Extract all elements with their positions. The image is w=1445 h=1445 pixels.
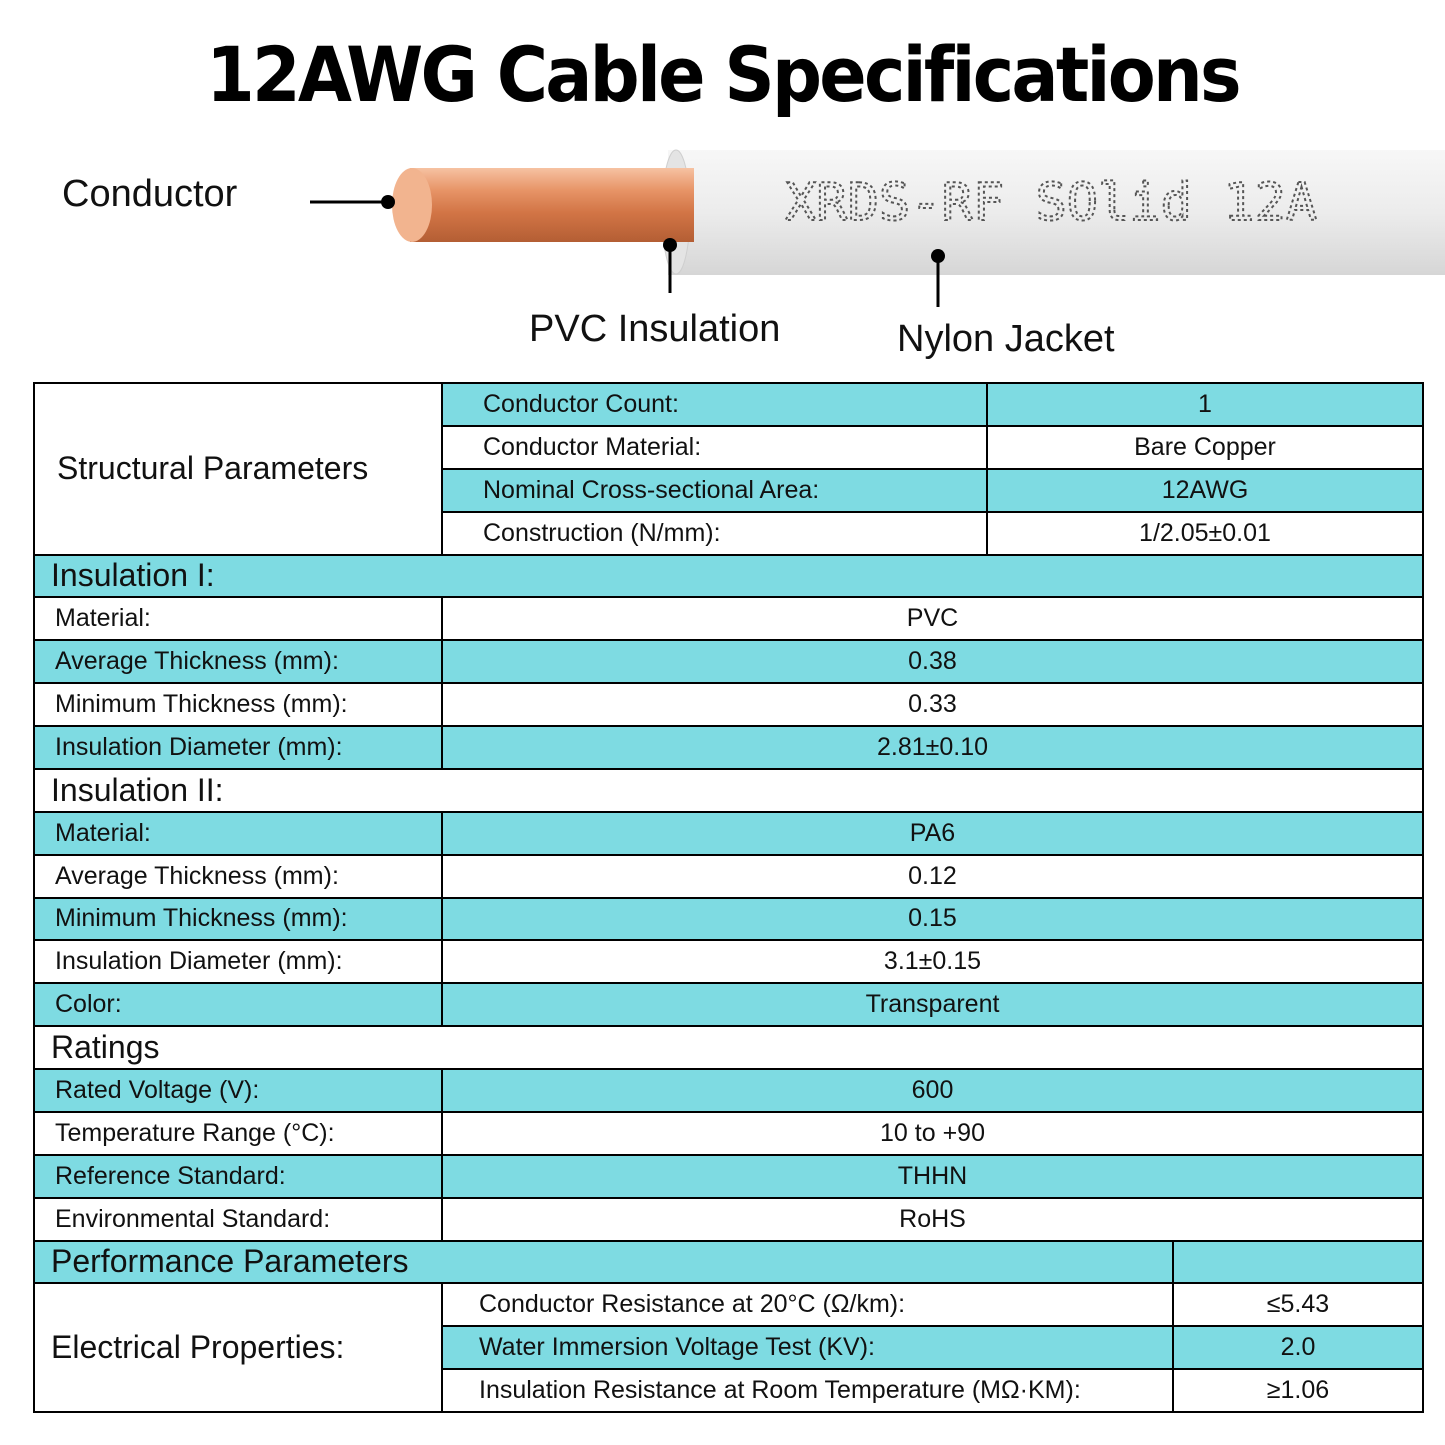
insulation2-value: Transparent bbox=[442, 983, 1423, 1026]
performance-value: ≥1.06 bbox=[1173, 1369, 1423, 1412]
structural-label: Conductor Material: bbox=[442, 426, 987, 469]
structural-label: Construction (N/mm): bbox=[442, 512, 987, 555]
ratings-value: 10 to +90 bbox=[442, 1112, 1423, 1155]
jacket-print: XRDS-RF SOlid 12A bbox=[785, 173, 1318, 233]
table-row bbox=[34, 898, 1423, 941]
electrical-heading: Electrical Properties: bbox=[34, 1283, 442, 1412]
structural-value: 1 bbox=[987, 383, 1423, 426]
insulation2-label: Material: bbox=[34, 812, 442, 855]
insulation2-value: PA6 bbox=[442, 812, 1423, 855]
structural-value: 12AWG bbox=[987, 469, 1423, 512]
conductor-label: Conductor bbox=[62, 173, 238, 215]
conductor-leader-dot bbox=[381, 195, 395, 209]
ratings-value: THHN bbox=[442, 1155, 1423, 1198]
table-row bbox=[34, 597, 1423, 640]
insulation2-heading: Insulation II: bbox=[34, 769, 1423, 812]
section-header-row bbox=[34, 769, 1423, 812]
ratings-value: 600 bbox=[442, 1069, 1423, 1112]
insulation1-label: Average Thickness (mm): bbox=[34, 640, 442, 683]
performance-heading: Performance Parameters bbox=[34, 1241, 1173, 1284]
conductor-end bbox=[392, 168, 432, 242]
insulation1-value: 0.38 bbox=[442, 640, 1423, 683]
section-header-row bbox=[34, 555, 1423, 598]
insulation2-label: Minimum Thickness (mm): bbox=[34, 898, 442, 941]
structural-value: 1/2.05±0.01 bbox=[987, 512, 1423, 555]
table-row bbox=[34, 1198, 1423, 1241]
table-row bbox=[34, 726, 1423, 769]
performance-label: Conductor Resistance at 20°C (Ω/km): bbox=[442, 1283, 1173, 1326]
performance-value: 2.0 bbox=[1173, 1326, 1423, 1369]
ratings-label: Rated Voltage (V): bbox=[34, 1069, 442, 1112]
table-row bbox=[34, 1112, 1423, 1155]
ratings-value: RoHS bbox=[442, 1198, 1423, 1241]
insulation2-value: 0.12 bbox=[442, 855, 1423, 898]
insulation-leader-dot bbox=[663, 238, 677, 252]
insulation2-label: Color: bbox=[34, 983, 442, 1026]
insulation1-label: Material: bbox=[34, 597, 442, 640]
table-row bbox=[34, 1069, 1423, 1112]
ratings-label: Reference Standard: bbox=[34, 1155, 442, 1198]
table-row bbox=[34, 855, 1423, 898]
insulation2-label: Average Thickness (mm): bbox=[34, 855, 442, 898]
insulation2-value: 3.1±0.15 bbox=[442, 940, 1423, 983]
insulation1-value: 0.33 bbox=[442, 683, 1423, 726]
table-row bbox=[34, 812, 1423, 855]
section-header-row bbox=[34, 1241, 1423, 1284]
jacket-leader-dot bbox=[931, 249, 945, 263]
insulation1-heading: Insulation I: bbox=[34, 555, 1423, 598]
structural-label: Conductor Count: bbox=[442, 383, 987, 426]
table-row bbox=[34, 940, 1423, 983]
insulation1-label: Insulation Diameter (mm): bbox=[34, 726, 442, 769]
table-row bbox=[34, 383, 1423, 426]
spec-table bbox=[33, 382, 1424, 1413]
ratings-heading: Ratings bbox=[34, 1026, 1423, 1069]
table-row bbox=[34, 1155, 1423, 1198]
table-row bbox=[34, 683, 1423, 726]
performance-value: ≤5.43 bbox=[1173, 1283, 1423, 1326]
ratings-label: Temperature Range (°C): bbox=[34, 1112, 442, 1155]
insulation1-value: 2.81±0.10 bbox=[442, 726, 1423, 769]
structural-heading: Structural Parameters bbox=[34, 383, 442, 555]
performance-label: Water Immersion Voltage Test (KV): bbox=[442, 1326, 1173, 1369]
insulation2-value: 0.15 bbox=[442, 898, 1423, 941]
structural-value: Bare Copper bbox=[987, 426, 1423, 469]
table-row bbox=[34, 640, 1423, 683]
table-row bbox=[34, 1283, 1423, 1326]
insulation1-label: Minimum Thickness (mm): bbox=[34, 683, 442, 726]
jacket-label: Nylon Jacket bbox=[897, 318, 1115, 360]
insulation1-value: PVC bbox=[442, 597, 1423, 640]
insulation-label: PVC Insulation bbox=[529, 308, 781, 350]
performance-heading-blank bbox=[1173, 1241, 1423, 1284]
insulation2-label: Insulation Diameter (mm): bbox=[34, 940, 442, 983]
table-row bbox=[34, 983, 1423, 1026]
performance-label: Insulation Resistance at Room Temperature (MΩ·KM): bbox=[442, 1369, 1173, 1412]
page-title: 12AWG Cable Specifications bbox=[206, 30, 1239, 119]
structural-label: Nominal Cross-sectional Area: bbox=[442, 469, 987, 512]
ratings-label: Environmental Standard: bbox=[34, 1198, 442, 1241]
section-header-row bbox=[34, 1026, 1423, 1069]
copper-conductor bbox=[410, 168, 694, 242]
